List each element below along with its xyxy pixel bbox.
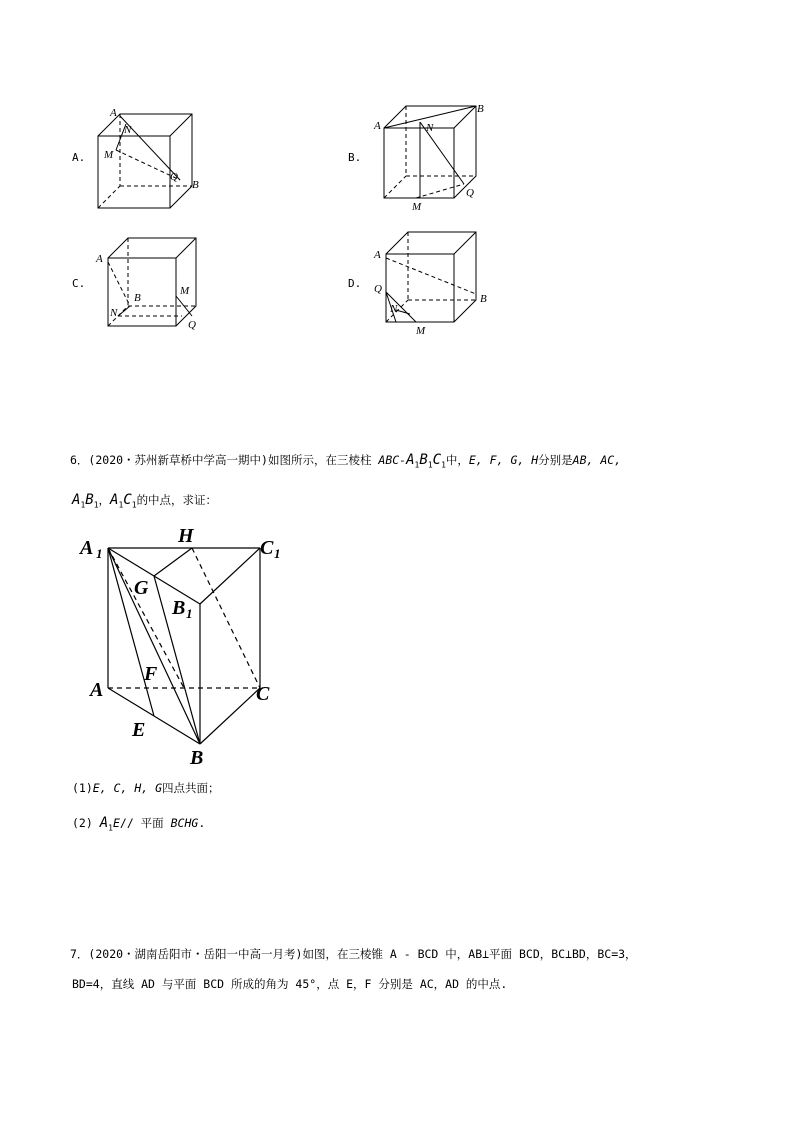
label-f: F: [144, 663, 158, 685]
label-b1-sub: 1: [186, 606, 193, 621]
point-m: M: [180, 285, 190, 297]
option-a-label: A.: [72, 151, 86, 164]
label-h: H: [178, 525, 194, 547]
point-a: A: [96, 253, 103, 265]
option-c-cube-figure: [92, 230, 212, 335]
label-g: G: [134, 577, 149, 599]
option-b-label: B.: [348, 151, 362, 164]
label-b1: B: [172, 597, 186, 619]
problem6-part2: (2) $A_1E//$ 平面 BCHG.: [72, 815, 206, 833]
point-n: N: [124, 124, 132, 136]
problem7-line2: BD=4，直线 AD 与平面 BCD 所成的角为 45°，点 E，F 分别是 AC，AD 的中点.: [72, 977, 508, 991]
option-d-label: D.: [348, 277, 362, 290]
point-b: B: [480, 293, 487, 305]
problem6-part1: (1)E, C, H, G四点共面；: [72, 781, 220, 795]
point-b: B: [192, 179, 199, 191]
label-b: B: [190, 747, 204, 769]
point-b: B: [134, 292, 141, 304]
point-a: A: [374, 249, 381, 261]
point-q: Q: [466, 187, 474, 199]
point-n: N: [110, 307, 118, 319]
point-a: A: [374, 120, 381, 132]
label-c: C: [256, 683, 270, 705]
label-c1-sub: 1: [274, 546, 281, 561]
option-d-cube-figure: [370, 228, 500, 340]
option-c-label: C.: [72, 277, 86, 290]
label-a1-sub: 1: [96, 546, 103, 561]
label-a: A: [90, 679, 104, 701]
point-n: N: [426, 122, 434, 134]
problem6-prism-figure: [76, 522, 296, 776]
option-a-cube-figure: [92, 104, 212, 214]
point-m: M: [416, 325, 426, 337]
point-q: Q: [188, 319, 196, 331]
point-m: M: [104, 149, 114, 161]
point-a: A: [110, 107, 117, 119]
point-q: Q: [374, 283, 382, 295]
label-a1: A: [80, 537, 94, 559]
point-n: N: [390, 303, 398, 315]
problem6-stem-line1: 6．(2020・苏州新草桥中学高一期中)如图所示，在三棱柱 ABC-$A_1B_1C_1$中，E, F, G, H分别是AB, AC,: [70, 452, 622, 470]
option-b-cube-figure: [370, 100, 500, 215]
problem6-stem-line2: $A_1B_1$，$A_1C_1$的中点，求证：: [72, 492, 218, 510]
label-c1: C: [260, 537, 274, 559]
point-m: M: [412, 201, 422, 213]
label-e: E: [132, 719, 146, 741]
problem7-line1: 7．(2020・湖南岳阳市・岳阳一中高一月考)如图，在三棱锥 A - BCD 中，AB⊥平面 BCD，BC⊥BD，BC=3，: [70, 947, 637, 961]
point-b: B: [477, 103, 484, 115]
point-q: Q: [170, 171, 178, 183]
